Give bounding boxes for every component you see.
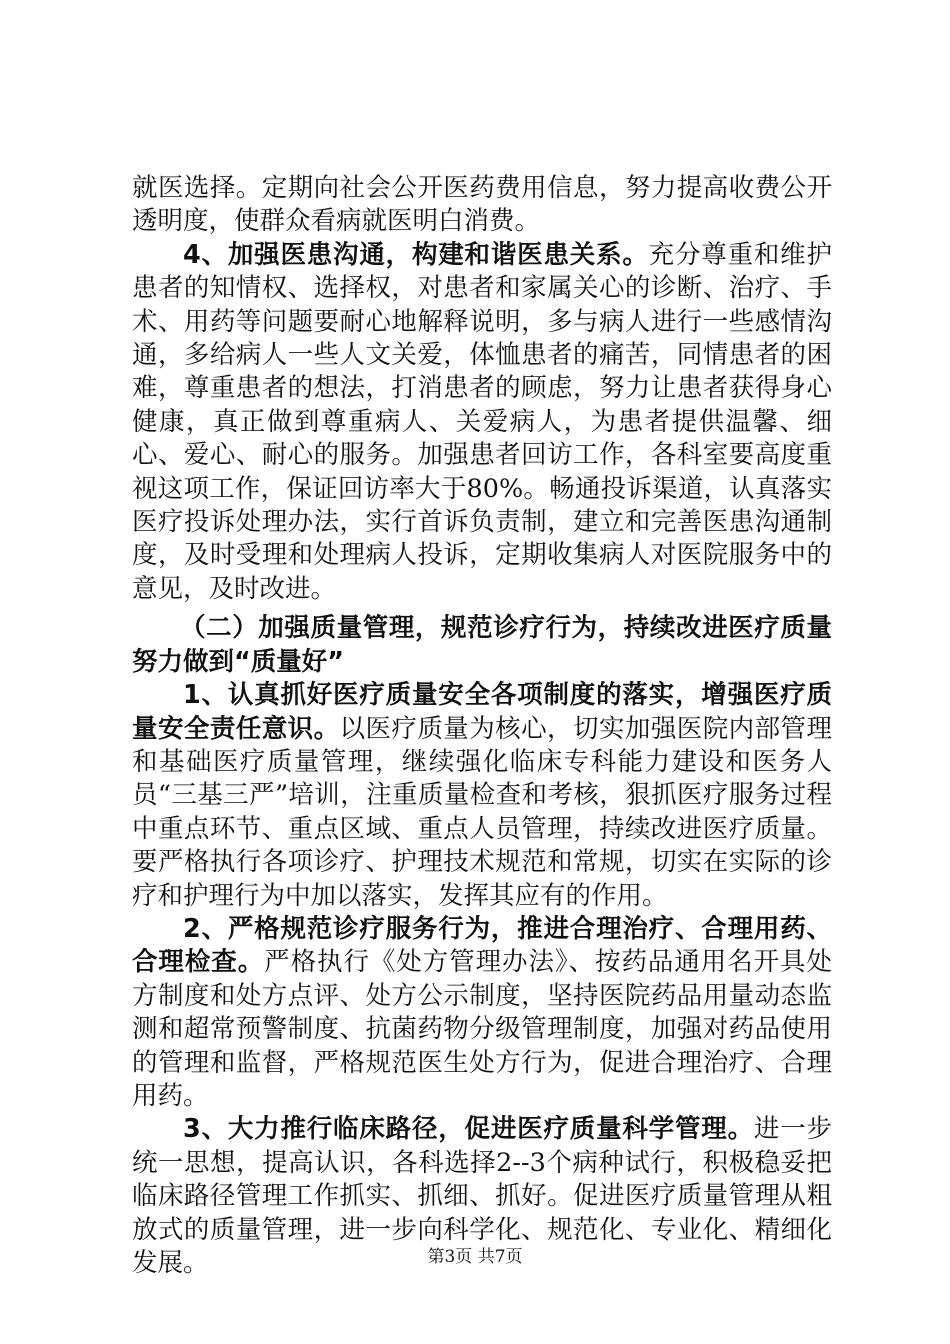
paragraph-lead: 2、严格规范诊疗服务行为，推进合理治疗、合理用药、合理检查。 (132, 913, 832, 978)
paragraph-lead: 4、加强医患沟通，构建和谐医患关系。 (183, 239, 649, 270)
paragraph-continuation (132, 172, 832, 239)
document-body (132, 172, 832, 1280)
paragraph-quality-safety-system (132, 679, 832, 913)
page-footer: 第3页 共7页 (427, 1247, 523, 1267)
section-heading-quality-management: （二）加强质量管理，规范诊疗行为，持续改进医疗质量努力做到“质量好” (132, 613, 832, 677)
paragraph-text: 进一步统一思想，提高认识，各科选择2--3个病种试行，积极稳妥把临床路径管理工作抓实、抓细、抓好。促进医疗质量管理从粗放式的质量管理，进一步向科学化、规范化、专业化、精细化发展。 (132, 1114, 832, 1278)
paragraph-standardize-treatment (132, 913, 832, 1113)
paragraph-doctor-patient-communication (132, 239, 832, 606)
paragraph-lead: 3、大力推行临床路径，促进医疗质量科学管理。 (183, 1114, 754, 1145)
paragraph-lead: 1、认真抓好医疗质量安全各项制度的落实，增强医疗质量安全责任意识。 (132, 680, 832, 744)
paragraph-text: 就医选择。定期向社会公开医药费用信息，努力提高收费公开透明度，使群众看病就医明白消费。 (132, 173, 832, 237)
paragraph-text: 严格执行《处方管理办法》、按药品通用名开具处方制度和处方点评、处方公示制度，坚持医院药品用量动态监测和超常预警制度、抗菌药物分级管理制度，加强对药品使用的管理和监督，严格规范医生处方行为，促进合理治疗、合理用药。 (132, 947, 832, 1111)
paragraph-text: 充分尊重和维护患者的知情权、选择权，对患者和家属关心的诊断、治疗、手术、用药等问题要耐心地解释说明，多与病人进行一些感情沟通，多给病人一些人文关爱，体恤患者的痛苦，同情患者的困难，尊重患者的想法，打消患者的顾虑，努力让患者获得身心健康，真正做到尊重病人、关爱病人，为患者提供温馨、细心、爱心、耐心的服务。加强患者回访工作，各科室要高度重视这项工作，保证回访率大于80%。畅通投诉渠道，认真落实医疗投诉处理办法，实行首诉负责制，建立和完善医患沟通制度，及时受理和处理病人投诉，定期收集病人对医院服务中的意见，及时改进。 (132, 239, 832, 604)
paragraph-text: 以医疗质量为核心，切实加强医院内部管理和基础医疗质量管理，继续强化临床专科能力建设和医务人员“三基三严”培训，注重质量检查和考核，狠抓医疗服务过程中重点环节、重点区域、重点人员管理，持续改进医疗质量。要严格执行各项诊疗、护理技术规范和常规，切实在实际的诊疗和护理行为中加以落实，发挥其应有的作用。 (132, 713, 832, 911)
